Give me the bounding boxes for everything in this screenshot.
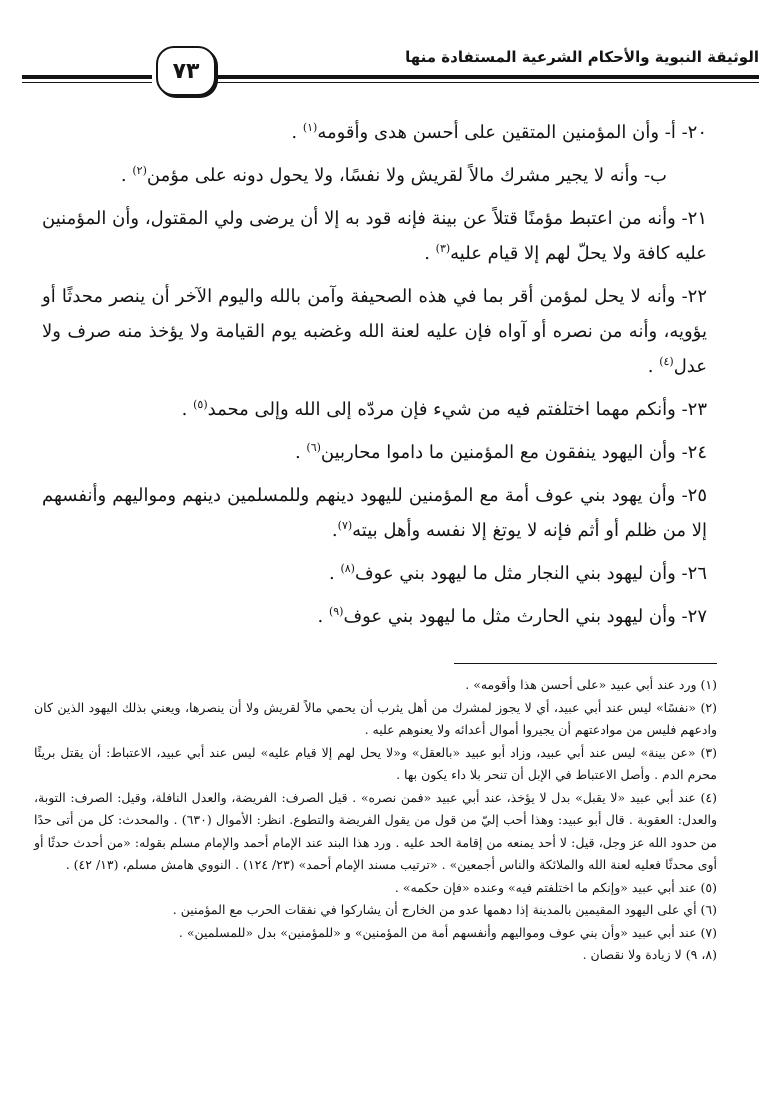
footnote-divider [454,663,717,664]
footnote-ref: (٢) [132,164,147,177]
clause-23: ٢٣- وأنكم مهما اختلفتم فيه من شيء فإن مردّه إلى الله وإلى محمد$^{(٥)}$ . [181,398,707,420]
footnote-ref: (٩) [328,605,344,618]
header-rule-thin [214,82,759,83]
footnote-ref: (٣) [435,242,451,255]
footnotes [34,674,717,967]
clause-24: ٢٤- وأن اليهود ينفقون مع المؤمنين ما داموا محاربين$^{(٦)}$ . [294,441,707,463]
running-title: الوثيقة النبوية والأحكام الشرعية المستفادة منها [405,48,759,66]
footnote-6: (٦) أي على اليهود المقيمين بالمدينة إذا دهمها عدو من الخارج أن يشاركوا في نفقات الحرب مع المؤمنين . [172,902,717,917]
header-rule [214,75,759,79]
page-header [0,38,769,108]
clause-25: ٢٥- وأن يهود بني عوف أمة مع المؤمنين لليهود دينهم وللمسلمين دينهم ومواليهم وأنفسهم إلا من ظلم أو أثم فإنه لا يوتغ إلا نفسه وأهل بيته$^{(٧)}$. [42,485,707,541]
clause-27: ٢٧- وأن ليهود بني الحارث مثل ما ليهود بني عوف$^{(٩)}$ . [317,605,707,627]
footnote-5: (٥) عند أبي عبيد «وإنكم ما اختلفتم فيه» وعنده «فإن حكمه» . [394,879,717,895]
footnote-ref: (٤) [659,355,674,368]
header-rule-left-thin [22,82,152,83]
page-number: ٧٣ [156,46,216,96]
footnote-3: (٣) «عن بينة» ليس عند أبي عبيد، وزاد أبو عبيد «بالعقل» و«لا يحل لهم إلا قيام عليه» ليس عند أبي عبيد، الاعتباط: أن يقتل بريئًا محرم الدم . وأصل الاعتباط في الإبل أن تنحر بلا داء يكون بها . [34,744,717,782]
footnote-ref: (٥) [193,398,208,411]
clause-22: ٢٢- وأنه لا يحل لمؤمن أقر بما في هذه الصحيفة وآمن بالله واليوم الآخر أن ينصر محدثًا أو يؤويه، وأنه من نصره أو آواه فإن عليه لعنة الله وغضبه يوم القيامة ولا يؤخذ منه صرف ولا عدل$^{(٤)}$ . [42,286,707,377]
clause-21: ٢١- وأنه من اعتبط مؤمنًا قتلاً عن بينة فإنه قود به إلا أن يرضى ولي المقتول، وأن المؤمنين عليه كافة ولا يحلّ لهم إلا قيام عليه$^{(٣)}$ . [42,208,707,264]
header-rule-left [22,75,152,79]
footnote-ref: (٦) [306,441,321,454]
main-text [42,115,707,642]
footnote-ref: (٧) [337,519,353,532]
clause-26: ٢٦- وأن ليهود بني النجار مثل ما ليهود بني عوف$^{(٨)}$ . [329,562,707,584]
footnote-7: (٧) عند أبي عبيد «وأن بني عوف ومواليهم وأنفسهم أمة من المؤمنين» و «للمؤمنين» بدل «للمسلمين» . [178,924,717,940]
footnote-ref: (٨) [340,562,355,575]
footnote-1: (١) ورد عند أبي عبيد «على أحسن هذا وأقومه» . [465,677,717,692]
footnote-2: (٢) «نفسًا» ليس عند أبي عبيد، أي لا يجوز لمشرك من أهل يثرب أن يحمي مالاً لقريش ولا أن ينصرها، ويعني بذلك اليهود الذين كان وادعهم فليس من موادعتهم أن يجيروا أموال أعدائه ولا يعنوهم عليه . [34,699,717,737]
footnote-8-9: (٨، ٩) لا زيادة ولا نقصان . [582,947,717,962]
footnote-ref: (١) [302,121,318,134]
clause-20a: ٢٠- أ- وأن المؤمنين المتقين على أحسن هدى وأقومه$^{(١)}$ . [291,121,707,143]
footnote-4: (٤) عند أبي عبيد «لا يقبل» بدل لا يؤخذ، عند أبي عبيد «فمن نصره» . قيل الصرف: الفريضة، والعدل النافلة، وقيل: الصرف: التوبة، والعدل: العقوبة . قال أبو عبيد: وهذا أحب إليّ من قول من يقول الفريضة والتطوع. انظر: الأموال (٦٣٠) . والمحدث: كل من أتى حدًا من حدود الله عز وجل، قيل: لا أحد يمنعه من إقامة الحد عليه . ورد هذا البند عند الإمام أحمد والإمام مسلم بقوله: «من أحدث حدثًا أو أوى محدثًا فعليه لعنة الله والملائكة والناس أجمعين» . «ترتيب مسند الإمام أحمد» (٢٣/ ١٢٤) . النووي هامش مسلم، (١٣/ ٤٢) . [34,789,718,872]
clause-20b: ب- وأنه لا يجير مشرك مالاً لقريش ولا نفسًا، ولا يحول دونه على مؤمن$^{(٢)}$ . [120,164,667,186]
